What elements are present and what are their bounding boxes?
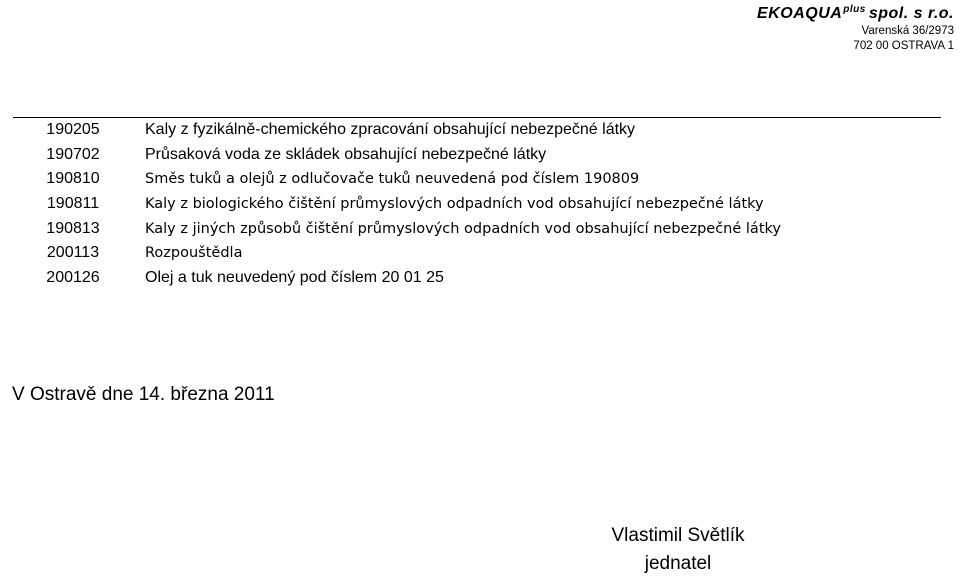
waste-description: Kaly z jiných způsobů čištění průmyslových odpadních vod obsahující nebezpečné látky	[145, 220, 781, 237]
waste-code: 190811	[46, 195, 100, 213]
waste-code: 200126	[46, 268, 100, 286]
company-name: EKOAQUA	[757, 5, 843, 22]
waste-description: Kaly z biologického čištění průmyslových odpadních vod obsahující nebezpečné látky	[145, 196, 764, 213]
company-logo	[714, 0, 954, 24]
table-row	[13, 167, 941, 192]
waste-description: Směs tuků a olejů z odlučovače tuků neuvedená pod číslem 190809	[145, 171, 640, 188]
company-plus: plus	[843, 4, 866, 15]
waste-codes-table	[13, 117, 941, 290]
signatory-title: jednatel	[644, 553, 712, 574]
table-row	[13, 118, 941, 143]
company-address-street: Varenská 36/2973	[861, 25, 954, 37]
table-row	[13, 266, 941, 291]
company-address-city: 702 00 OSTRAVA 1	[853, 40, 954, 52]
company-header	[714, 0, 954, 54]
waste-code: 190810	[46, 170, 100, 188]
signatory-name: Vlastimil Světlík	[611, 525, 745, 546]
signature-block	[603, 522, 753, 578]
waste-code: 190702	[46, 145, 100, 163]
waste-description: Průsaková voda ze skládek obsahující nebezpečné látky	[145, 145, 547, 163]
waste-code: 190813	[46, 219, 100, 237]
waste-description: Olej a tuk neuvedený pod číslem 20 01 25	[145, 268, 444, 286]
waste-code: 200113	[46, 244, 100, 262]
company-suffix: spol. s r.o.	[868, 5, 954, 22]
waste-code: 190205	[13, 118, 133, 143]
table-row	[13, 143, 941, 168]
place-and-date: V Ostravě dne 14. března 2011	[12, 384, 275, 405]
waste-description: Kaly z fyzikálně-chemického zpracování obsahující nebezpečné látky	[133, 118, 941, 143]
table-row	[13, 192, 941, 217]
waste-description: Rozpouštědla	[145, 245, 243, 262]
table-row	[13, 216, 941, 241]
table-row	[13, 241, 941, 266]
